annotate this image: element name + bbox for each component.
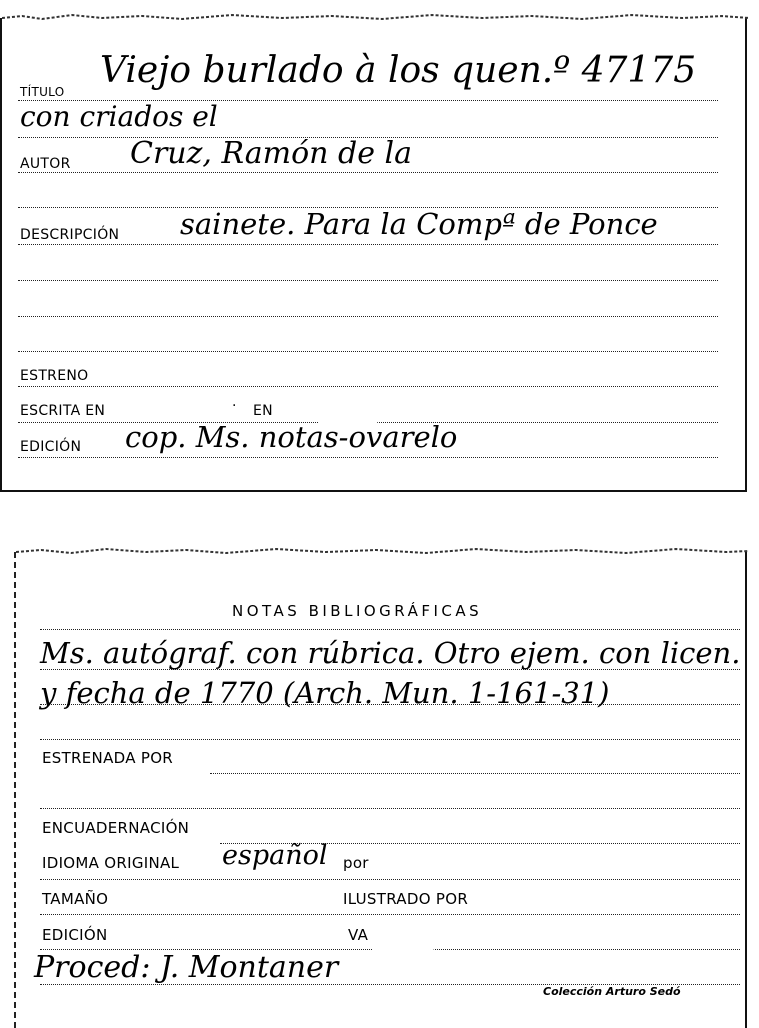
rule [40, 739, 740, 740]
por-label: por [343, 854, 369, 872]
edicion-label: EDICIÓN [20, 439, 82, 455]
paper-blot [372, 916, 434, 974]
notas-line1: Ms. autógraf. con rúbrica. Otro ejem. con licen. [40, 636, 741, 670]
autor-label: AUTOR [20, 156, 71, 172]
ilustrado-por-label: ILUSTRADO POR [343, 890, 469, 908]
encuadernacion-label: ENCUADERNACIÓN [42, 819, 190, 837]
rule [18, 351, 718, 352]
idioma-original-label: IDIOMA ORIGINAL [42, 854, 180, 872]
titulo-value-line2: con criados el [20, 100, 218, 133]
card-torn-edge [2, 12, 749, 24]
rule [18, 386, 718, 387]
rule [18, 457, 718, 458]
titulo-value: Viejo burlado à los quen.º 47175 [100, 50, 697, 91]
escrita-en-dash: · [232, 398, 237, 414]
edicion-value: cop. Ms. notas-ovarelo [125, 420, 458, 454]
rule [18, 316, 718, 317]
descripcion-value: sainete. Para la Compª de Ponce [180, 207, 658, 241]
escrita-en-label: ESCRITA EN [20, 403, 106, 419]
rule [18, 280, 718, 281]
coleccion-credit: Colección Arturo Sedó [543, 985, 681, 998]
rule [40, 879, 740, 880]
rule [18, 244, 718, 245]
rule [210, 773, 740, 774]
estreno-label: ESTRENO [20, 368, 89, 384]
titulo-label: TÍTULO [20, 85, 65, 99]
rule [18, 172, 718, 173]
descripcion-label: DESCRIPCIÓN [20, 227, 120, 243]
rule [40, 629, 740, 630]
rule [40, 808, 740, 809]
edicion-label-bottom: EDICIÓN [42, 926, 108, 944]
notas-line2: y fecha de 1770 (Arch. Mun. 1-161-31) [40, 676, 610, 710]
tamano-label: TAMAÑO [42, 890, 109, 908]
estrenada-por-label: ESTRENADA POR [42, 749, 174, 767]
rule [40, 914, 740, 915]
autor-value: Cruz, Ramón de la [130, 136, 412, 171]
notas-bibliograficas-header: NOTAS BIBLIOGRÁFICAS [232, 602, 483, 620]
idioma-original-value: español [222, 840, 328, 871]
en-label: EN [253, 403, 273, 419]
va-label: VA [348, 926, 369, 944]
card-torn-edge [16, 546, 749, 558]
procedencia-note: Proced: J. Montaner [34, 950, 339, 985]
